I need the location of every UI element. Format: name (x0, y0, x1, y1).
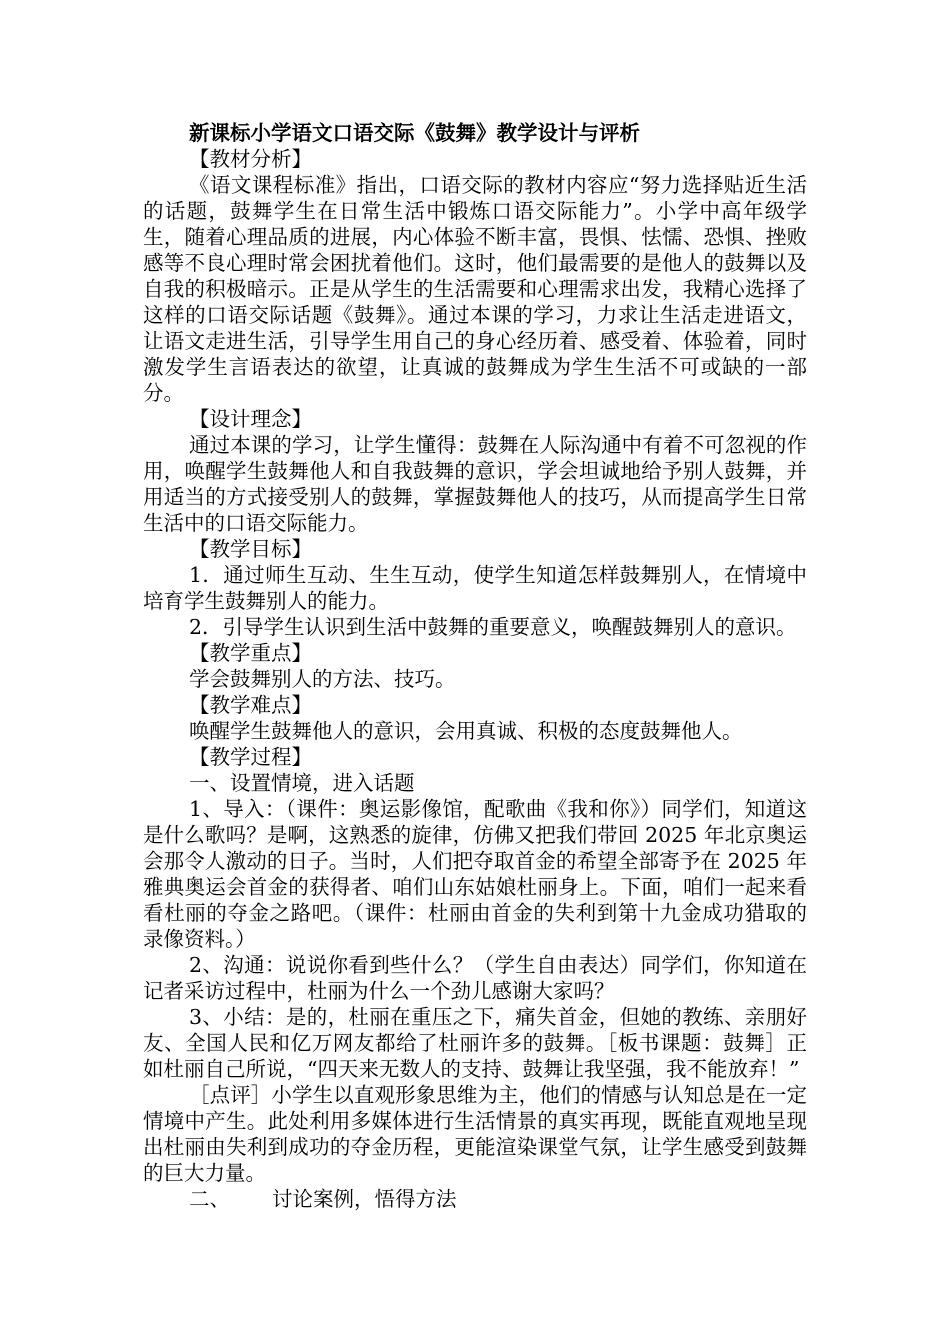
document-title: 新课标小学语文口语交际《鼓舞》教学设计与评析 (189, 121, 640, 145)
paragraph-commentary: ［点评］小学生以直观形象思维为主，他们的情感与认知总是在一定情境中产生。此处利用多媒体进行生活情景的真实再现，既能直观地呈现出杜丽由失利到成功的夺金历程，更能渲染课堂气氛，让学生感受到鼓舞的巨大力量。 (143, 1083, 807, 1185)
heading-teaching-goals: 【教学目标】 (189, 537, 312, 561)
paragraph-section-one-title: 一、设置情境，进入话题 (189, 771, 415, 795)
heading-teaching-process: 【教学过程】 (189, 745, 312, 769)
heading-design-concept: 【设计理念】 (189, 407, 312, 431)
section-two-heading (143, 1186, 807, 1212)
document-body (143, 120, 807, 1212)
section-two-text: 讨论案例，悟得方法 (272, 1187, 457, 1211)
paragraph-goal-2: 2．引导学生认识到生活中鼓舞的重要意义，唤醒鼓舞别人的意识。 (189, 615, 797, 639)
heading-key-points: 【教学重点】 (189, 641, 312, 665)
paragraph-goal-1: 1．通过师生互动、生生互动，使学生知道怎样鼓舞别人，在情境中培育学生鼓舞别人的能力。 (143, 563, 807, 613)
heading-difficulties: 【教学难点】 (189, 693, 312, 717)
paragraph-summary: 3、小结：是的，杜丽在重压之下，痛失首金，但她的教练、亲朋好友、全国人民和亿万网友都给了杜丽许多的鼓舞。［板书课题：鼓舞］正如杜丽自己所说，“四天来无数人的支持、鼓舞让我坚强，我不能放弃！” (143, 1005, 807, 1081)
paragraph-textbook-analysis: 《语文课程标准》指出，口语交际的教材内容应“努力选择贴近生活的话题，鼓舞学生在日常生活中锻炼口语交际能力”。小学中高年级学生，随着心理品质的进展，内心体验不断丰富，畏惧、怯懦、恐惧、挫败感等不良心理时常会困扰着他们。这时，他们最需要的是他人的鼓舞以及自我的积极暗示。正是从学生的生活需要和心理需求出发，我精心选择了这样的口语交际话题《鼓舞》。通过本课的学习，力求让生活走进语文，让语文走进生活，引导学生用自己的身心经历着、感受着、体验着，同时激发学生言语表达的欲望，让真诚的鼓舞成为学生生活不可或缺的一部分。 (143, 173, 807, 405)
section-two-number: 二、 (189, 1187, 230, 1211)
paragraph-key-points: 学会鼓舞别人的方法、技巧。 (189, 667, 456, 691)
paragraph-design-concept: 通过本课的学习，让学生懂得：鼓舞在人际沟通中有着不可忽视的作用，唤醒学生鼓舞他人和自我鼓舞的意识，学会坦诚地给予别人鼓舞，并用适当的方式接受别人的鼓舞，掌握鼓舞他人的技巧，从而提高学生日常生活中的口语交际能力。 (143, 433, 807, 535)
paragraph-difficulties: 唤醒学生鼓舞他人的意识，会用真诚、积极的态度鼓舞他人。 (189, 719, 743, 743)
paragraph-communication: 2、沟通：说说你看到些什么？（学生自由表达）同学们，你知道在记者采访过程中，杜丽为什么一个劲儿感谢大家吗？ (143, 953, 807, 1003)
heading-textbook-analysis: 【教材分析】 (189, 147, 312, 171)
paragraph-introduction: 1、导入：（课件：奥运影像馆，配歌曲《我和你》）同学们，知道这是什么歌吗？是啊，这熟悉的旋律，仿佛又把我们带回 2025 年北京奥运会那令人激动的日子。当时，人们把夺取首金的希望全部寄予在 2025 年雅典奥运会首金的获得者、咱们山东姑娘杜丽身上。下面，咱们一起来看看杜丽的夺金之路吧。（课件：杜丽由首金的失利到第十九金成功猎取的录像资料。） (143, 797, 807, 951)
